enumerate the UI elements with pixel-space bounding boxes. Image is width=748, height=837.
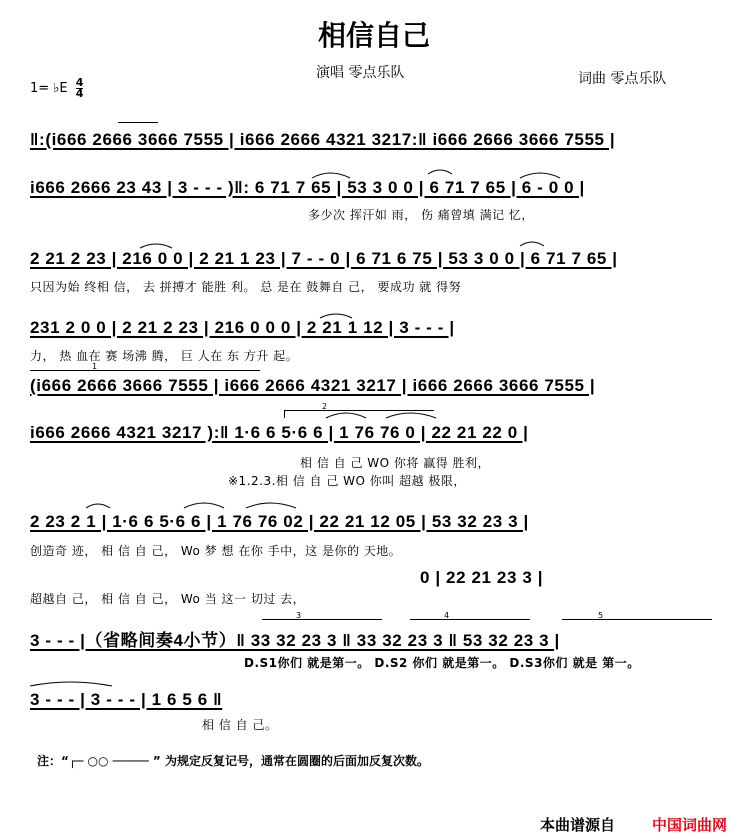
score-row-5: (i666 2666 3666 7555 | i666 2666 4321 3217 | i666 2666 3666 7555 | bbox=[30, 376, 596, 395]
lyric-row-7: 创造奇 迹， 相 信 自 己， Wo 梦 想 在你 手中，这 是你的 天地。 bbox=[30, 544, 402, 558]
volta-2-number: 2 bbox=[322, 402, 328, 411]
slur bbox=[326, 413, 366, 418]
footnote: 注：“┌─ ○○ ───── ” 为规定反复记号，通常在圆圈的后面加反复次数。 bbox=[37, 754, 430, 768]
score-row-3: 2 21 2 23 | 216 0 0 | 2 21 1 23 | 7 - - 0 | 6 71 6 75 | 53 3 0 0 | 6 71 7 65 | bbox=[30, 249, 618, 268]
slur bbox=[86, 504, 110, 508]
slur bbox=[320, 314, 352, 318]
lyric-row-9: D.S1你们 就是第一。 D.S2 你们 就是第一。 D.S3你们 就是 第一。 bbox=[244, 656, 640, 670]
slur bbox=[184, 503, 224, 508]
slur bbox=[428, 170, 452, 174]
score-row-2: i666 2666 23 43 | 3 - - - )‖: 6 71 7 65 | 53 3 0 0 | 6 71 7 65 | 6 - 0 0 | bbox=[30, 178, 585, 197]
score-row-6: i666 2666 4321 3217 ):‖ 1·6 6 5·6 6 | 1 76 76 0 | 22 21 22 0 | bbox=[30, 423, 529, 442]
lyric-row-3: 只因为始 终相 信， 去 拼搏才 能胜 利。 总 是在 鼓舞自 己， 要成功 就 得努 bbox=[30, 280, 462, 294]
volta-5-number: 5 bbox=[598, 611, 604, 620]
source-site: 中国词曲网 bbox=[652, 816, 728, 834]
score-row-10: 3 - - - | 3 - - - | 1 6 5 6 ‖ bbox=[30, 690, 223, 709]
lyric-row-10: 相 信 自 己。 bbox=[202, 718, 278, 732]
score-row-9: 3 - - - |（省略间奏4小节）‖ 33 32 23 3 ‖ 33 32 23 3 ‖ 53 32 23 3 | bbox=[30, 631, 560, 650]
slur bbox=[140, 244, 172, 248]
lyric-row-2: 多少次 挥汗如 雨， 伤 痛曾填 满记 忆， bbox=[308, 208, 534, 222]
score-row-7: 2 23 2 1 | 1·6 6 5·6 6 | 1 76 76 02 | 22 21 12 05 | 53 32 23 3 | bbox=[30, 512, 529, 531]
score-row-1: ‖:(i666 2666 3666 7555 | i666 2666 4321 3217:‖ i666 2666 3666 7555 | bbox=[30, 130, 616, 149]
slur bbox=[386, 413, 436, 418]
lyric-row-6: 相 信 自 己 WO 你将 赢得 胜利， bbox=[300, 456, 491, 470]
volta-1-number: 1 bbox=[92, 362, 98, 371]
volta-3-number: 3 bbox=[296, 611, 302, 620]
slur bbox=[520, 173, 560, 178]
slur bbox=[312, 173, 350, 178]
key-label: 1= ♭E bbox=[30, 81, 68, 96]
slur bbox=[246, 503, 296, 508]
composer-credit: 词曲 零点乐队 bbox=[578, 71, 667, 87]
slur bbox=[520, 242, 544, 246]
score-row-8: 0 | 22 21 23 3 | bbox=[420, 568, 544, 587]
lyric-row-4: 力， 热 血在 赛 场沸 腾， 巨 人在 东 方升 起。 bbox=[30, 349, 299, 363]
time-signature: $\frac{4}{4}$ bbox=[75, 76, 84, 100]
lyric-row-8: 超越自 己， 相 信 自 己， Wo 当 这一 切过 去， bbox=[30, 592, 306, 606]
volta-4-number: 4 bbox=[444, 611, 450, 620]
source-label: 本曲谱源自 bbox=[540, 816, 616, 834]
performer-credit: 演唱 零点乐队 bbox=[316, 65, 405, 81]
lyric-row-6b: ※1.2.3.相 信 自 己 WO 你叫 超越 极限， bbox=[228, 474, 466, 488]
score-row-4: 231 2 0 0 | 2 21 2 23 | 216 0 0 0 | 2 21 1 12 | 3 - - - | bbox=[30, 318, 455, 337]
slur bbox=[30, 682, 112, 686]
song-title: 相信自己 bbox=[317, 19, 430, 52]
